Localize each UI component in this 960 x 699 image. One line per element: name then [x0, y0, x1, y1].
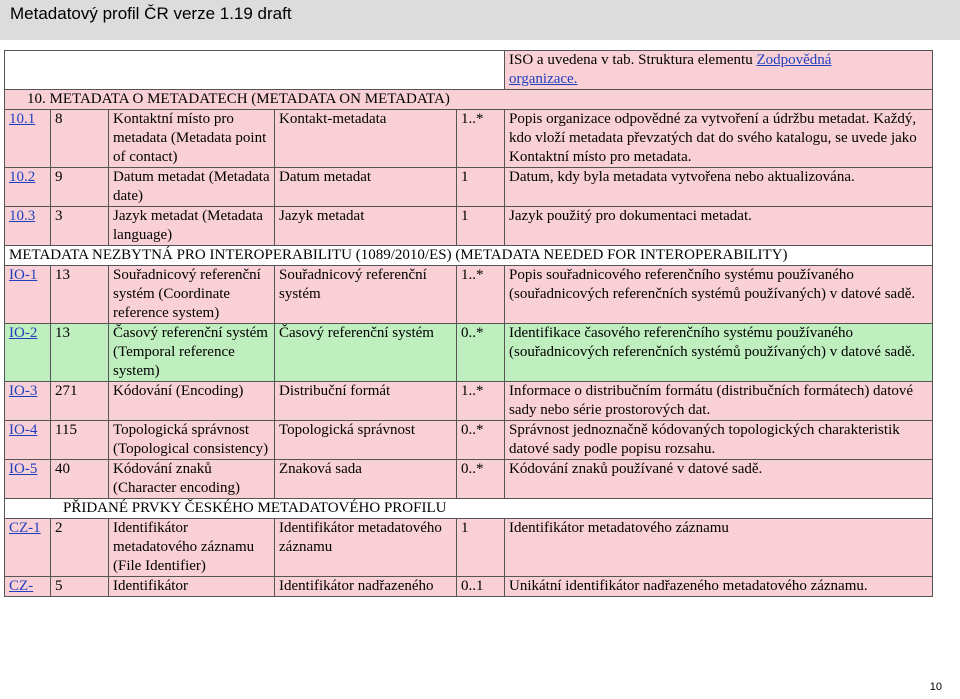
row-name: Topologická správnost (Topological consistency): [109, 421, 275, 460]
row-description: Informace o distribučním formátu (distribučních formátech) datové sady nebo série prostorových dat.: [505, 382, 933, 421]
section-header-row: [5, 499, 933, 519]
row-description: Popis souřadnicového referenčního systému používaného (souřadnicových referenčních systémů používaných) v datové sadě.: [505, 266, 933, 324]
row-number: 2: [51, 519, 109, 577]
row-name: Datum metadat (Metadata date): [109, 168, 275, 207]
row-name: Kódování znaků (Character encoding): [109, 460, 275, 499]
row-number: 3: [51, 207, 109, 246]
row-multiplicity: 0..*: [457, 421, 505, 460]
row-element: Identifikátor nadřazeného: [275, 577, 457, 597]
row-name: Identifikátor: [109, 577, 275, 597]
row-multiplicity: 0..*: [457, 324, 505, 382]
metadata-table: [4, 50, 933, 597]
row-number: 13: [51, 324, 109, 382]
row-id-link[interactable]: 10.3: [5, 207, 51, 246]
table-row: [5, 421, 933, 460]
row-element: Identifikátor metadatového záznamu: [275, 519, 457, 577]
row-description: Jazyk použitý pro dokumentaci metadat.: [505, 207, 933, 246]
row-element: Topologická správnost: [275, 421, 457, 460]
row-element: Distribuční formát: [275, 382, 457, 421]
row-id-link[interactable]: IO-4: [5, 421, 51, 460]
table-row: [5, 460, 933, 499]
row-element: Časový referenční systém: [275, 324, 457, 382]
table-row: [5, 207, 933, 246]
row-description: Kódování znaků používané v datové sadě.: [505, 460, 933, 499]
row-id-link[interactable]: CZ-1: [5, 519, 51, 577]
row-description: Popis organizace odpovědné za vytvoření a údržbu metadat. Každý, kdo vloží metadata převzatých dat do svého katalogu, se uvede jako Kontaktní místo pro metadata.: [505, 110, 933, 168]
slide-header: [0, 0, 960, 40]
section-title-czech: PŘIDANÉ PRVKY ČESKÉHO METADATOVÉHO PROFILU: [5, 499, 933, 519]
zodpovedna-organizace-link[interactable]: Zodpovědná organizace.: [509, 52, 832, 87]
section-header-row: [5, 246, 933, 266]
row-id-link[interactable]: IO-3: [5, 382, 51, 421]
row-multiplicity: 1..*: [457, 266, 505, 324]
section-title-metadata: 10. METADATA O METADATECH (METADATA ON METADATA): [5, 90, 933, 110]
row-id-link[interactable]: IO-5: [5, 460, 51, 499]
document-title: Metadatový profil ČR verze 1.19 draft: [10, 4, 292, 23]
row-multiplicity: 1..*: [457, 110, 505, 168]
row-description: Identifikace časového referenčního systému používaného (souřadnicových referenčních systémů používaných) v datové sadě.: [505, 324, 933, 382]
table-row: [5, 382, 933, 421]
table-row: [5, 110, 933, 168]
row-name: Souřadnicový referenční systém (Coordinate reference system): [109, 266, 275, 324]
row-element: Jazyk metadat: [275, 207, 457, 246]
row-element: Znaková sada: [275, 460, 457, 499]
row-number: 8: [51, 110, 109, 168]
row-id-link[interactable]: 10.1: [5, 110, 51, 168]
row-name: Kontaktní místo pro metadata (Metadata point of contact): [109, 110, 275, 168]
table-row: [5, 519, 933, 577]
page-number: 10: [929, 681, 942, 693]
row-name: Časový referenční systém (Temporal reference system): [109, 324, 275, 382]
row-element: Datum metadat: [275, 168, 457, 207]
row-name: Kódování (Encoding): [109, 382, 275, 421]
row-multiplicity: 1: [457, 519, 505, 577]
row-element: Souřadnicový referenční systém: [275, 266, 457, 324]
row-number: 13: [51, 266, 109, 324]
section-header-row: [5, 90, 933, 110]
table-row: [5, 577, 933, 597]
row-multiplicity: 0..*: [457, 460, 505, 499]
row-number: 115: [51, 421, 109, 460]
row-number: 5: [51, 577, 109, 597]
row-description: Unikátní identifikátor nadřazeného metadatového záznamu.: [505, 577, 933, 597]
top-note-cell: ISO a uvedena v tab. Struktura elementu Zodpovědná organizace.: [505, 51, 933, 90]
row-number: 9: [51, 168, 109, 207]
row-multiplicity: 0..1: [457, 577, 505, 597]
row-id-link[interactable]: CZ-: [5, 577, 51, 597]
row-description: Datum, kdy byla metadata vytvořena nebo aktualizována.: [505, 168, 933, 207]
row-element: Kontakt-metadata: [275, 110, 457, 168]
row-description: Identifikátor metadatového záznamu: [505, 519, 933, 577]
section-title-interoperability: METADATA NEZBYTNÁ PRO INTEROPERABILITU (1089/2010/ES) (METADATA NEEDED FOR INTEROPERABILITY): [5, 246, 933, 266]
row-multiplicity: 1: [457, 168, 505, 207]
row-name: Jazyk metadat (Metadata language): [109, 207, 275, 246]
row-id-link[interactable]: IO-1: [5, 266, 51, 324]
table-row: [5, 168, 933, 207]
row-id-link[interactable]: IO-2: [5, 324, 51, 382]
table-row: [5, 266, 933, 324]
table-row-top-note: [5, 51, 933, 90]
table-row: [5, 324, 933, 382]
row-description: Správnost jednoznačně kódovaných topologických charakteristik datové sady podle popisu rozsahu.: [505, 421, 933, 460]
row-id-link[interactable]: 10.2: [5, 168, 51, 207]
row-name: Identifikátor metadatového záznamu (File Identifier): [109, 519, 275, 577]
row-number: 271: [51, 382, 109, 421]
row-multiplicity: 1: [457, 207, 505, 246]
row-number: 40: [51, 460, 109, 499]
row-multiplicity: 1..*: [457, 382, 505, 421]
